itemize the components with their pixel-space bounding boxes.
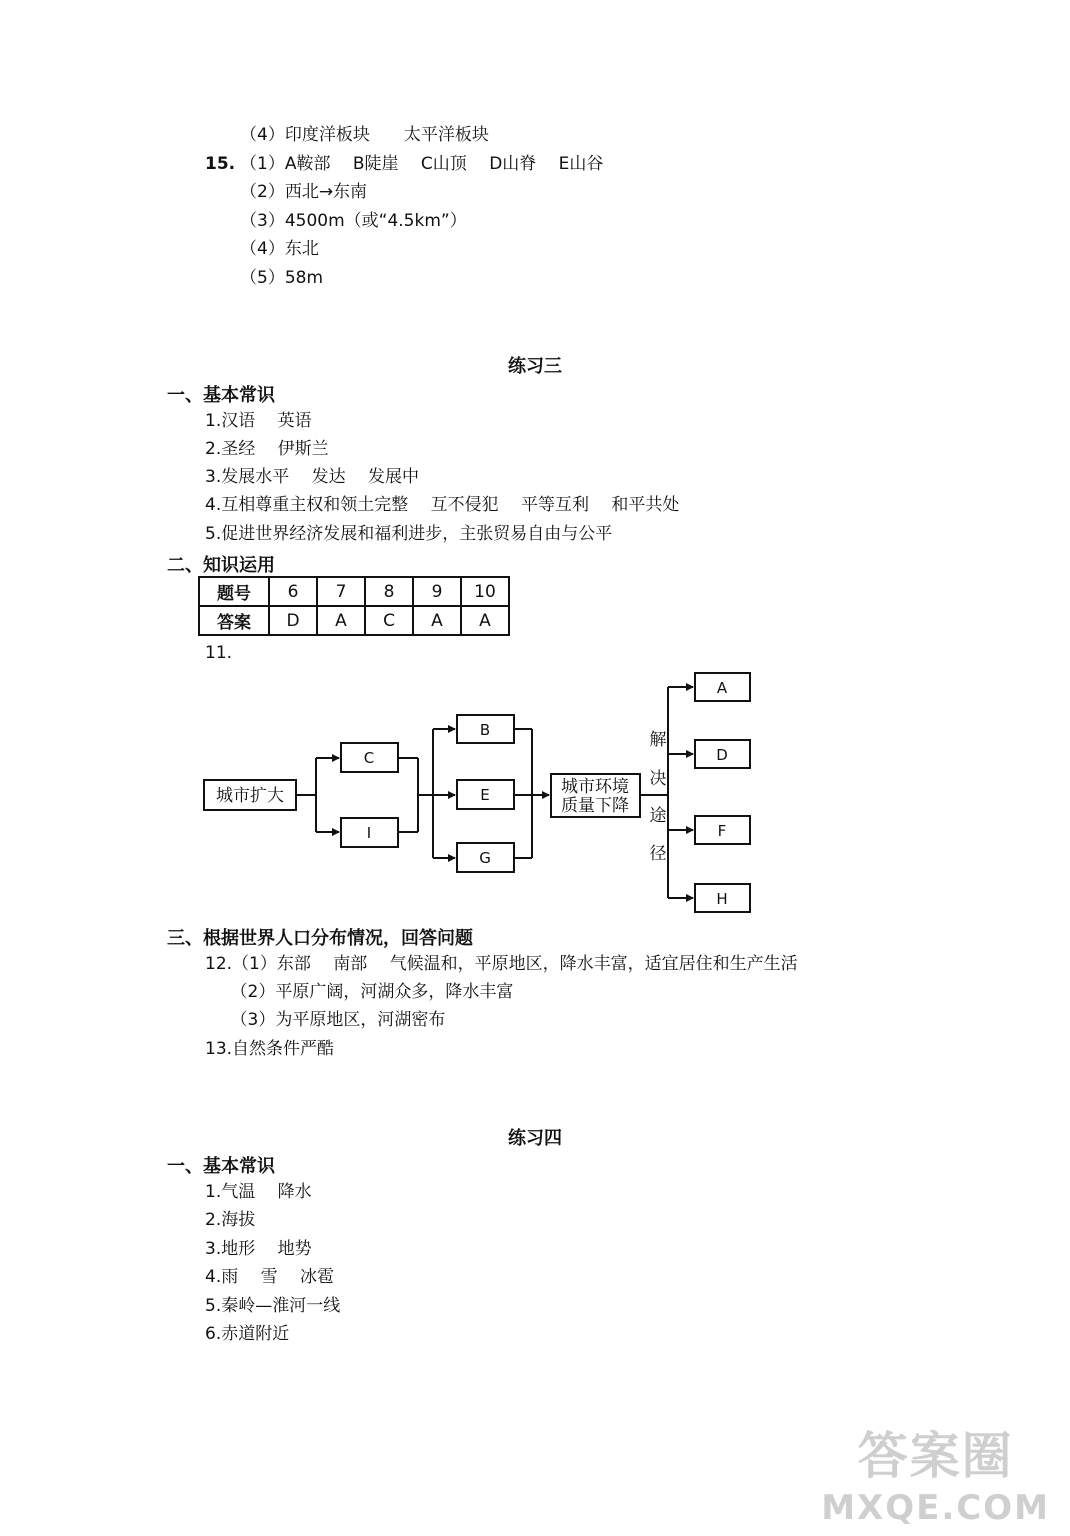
vertical-label-2: 决 [649, 769, 667, 789]
table-cell: A [413, 606, 461, 635]
ex4-item-1: 1.气温 降水 [205, 1182, 312, 1202]
exercise-3-title: 练习三 [508, 356, 562, 377]
label-c: C [363, 749, 375, 767]
label-b: B [479, 721, 491, 739]
answer-15-4: （4）东北 [240, 239, 319, 259]
ex3-q12-1: 12.（1）东部 南部 气候温和，平原地区，降水丰富，适宜居住和生产生活 [205, 954, 798, 974]
answer-15-5: （5）58m [240, 268, 324, 288]
table-header-question-number: 题号 [199, 577, 269, 606]
ex3-q13: 13.自然条件严酷 [205, 1039, 335, 1059]
ex3-section-3-title: 三、根据世界人口分布情况，回答问题 [167, 928, 473, 949]
answer-table [198, 576, 510, 636]
table-cell: 10 [461, 577, 509, 606]
label-env-line2: 质量下降 [561, 796, 629, 816]
ex3-q12-2: （2）平原广阔，河湖众多，降水丰富 [205, 982, 514, 1002]
table-cell: 7 [317, 577, 365, 606]
watermark-logo-text: 答案圈 [857, 1427, 1014, 1485]
label-i: I [366, 824, 372, 842]
flow-diagram [0, 660, 1070, 920]
ex3-q12-3: （3）为平原地区，河湖密布 [205, 1010, 446, 1030]
table-cell: A [461, 606, 509, 635]
watermark-url: MXQE.COM [821, 1488, 1050, 1528]
ex4-item-4: 4.雨 雪 冰雹 [205, 1267, 335, 1287]
ex3-item-2: 2.圣经 伊斯兰 [205, 439, 329, 459]
vertical-label-3: 途 [649, 806, 667, 826]
label-d: D [716, 746, 728, 764]
table-cell: A [317, 606, 365, 635]
table-cell: C [365, 606, 413, 635]
vertical-label-4: 径 [649, 844, 667, 864]
ex4-item-3: 3.地形 地势 [205, 1239, 312, 1259]
answer-15-2: （2）西北→东南 [240, 182, 368, 202]
label-env-line1: 城市环境 [561, 777, 629, 797]
vertical-label-1: 解 [649, 730, 667, 750]
answer-14-4: （4）印度洋板块 太平洋板块 [240, 125, 489, 145]
table-cell: 8 [365, 577, 413, 606]
ex3-item-5: 5.促进世界经济发展和福利进步，主张贸易自由与公平 [205, 524, 613, 544]
table-row [199, 606, 509, 635]
ex3-item-4: 4.互相尊重主权和领土完整 互不侵犯 平等互利 和平共处 [205, 495, 680, 515]
ex4-item-5: 5.秦岭—淮河一线 [205, 1296, 341, 1316]
label-f: F [717, 822, 727, 840]
table-cell: 9 [413, 577, 461, 606]
exercise-4-title: 练习四 [508, 1128, 562, 1149]
answer-15-1: （1）A鞍部 B陡崖 C山顶 D山脊 E山谷 [240, 154, 604, 174]
watermark [821, 1416, 1050, 1528]
table-cell: D [269, 606, 317, 635]
question-15-number: 15. [205, 154, 236, 174]
label-h: H [716, 890, 728, 908]
label-city-expansion: 城市扩大 [216, 786, 284, 806]
ex3-section-1-title: 一、基本常识 [167, 385, 275, 406]
label-e: E [480, 786, 490, 804]
ex4-item-2: 2.海拔 [205, 1210, 256, 1230]
label-g: G [479, 849, 491, 867]
ex3-item-1: 1.汉语 英语 [205, 411, 312, 431]
ex4-item-6: 6.赤道附近 [205, 1324, 290, 1344]
table-header-answer: 答案 [199, 606, 269, 635]
table-cell: 6 [269, 577, 317, 606]
ex3-item-3: 3.发展水平 发达 发展中 [205, 467, 420, 487]
question-11-number: 11. [205, 643, 233, 663]
ex3-section-2-title: 二、知识运用 [167, 555, 275, 576]
ex4-section-1-title: 一、基本常识 [167, 1156, 275, 1177]
label-a: A [716, 679, 728, 697]
answer-15-3: （3）4500m（或“4.5km”） [240, 211, 467, 231]
table-row [199, 577, 509, 606]
